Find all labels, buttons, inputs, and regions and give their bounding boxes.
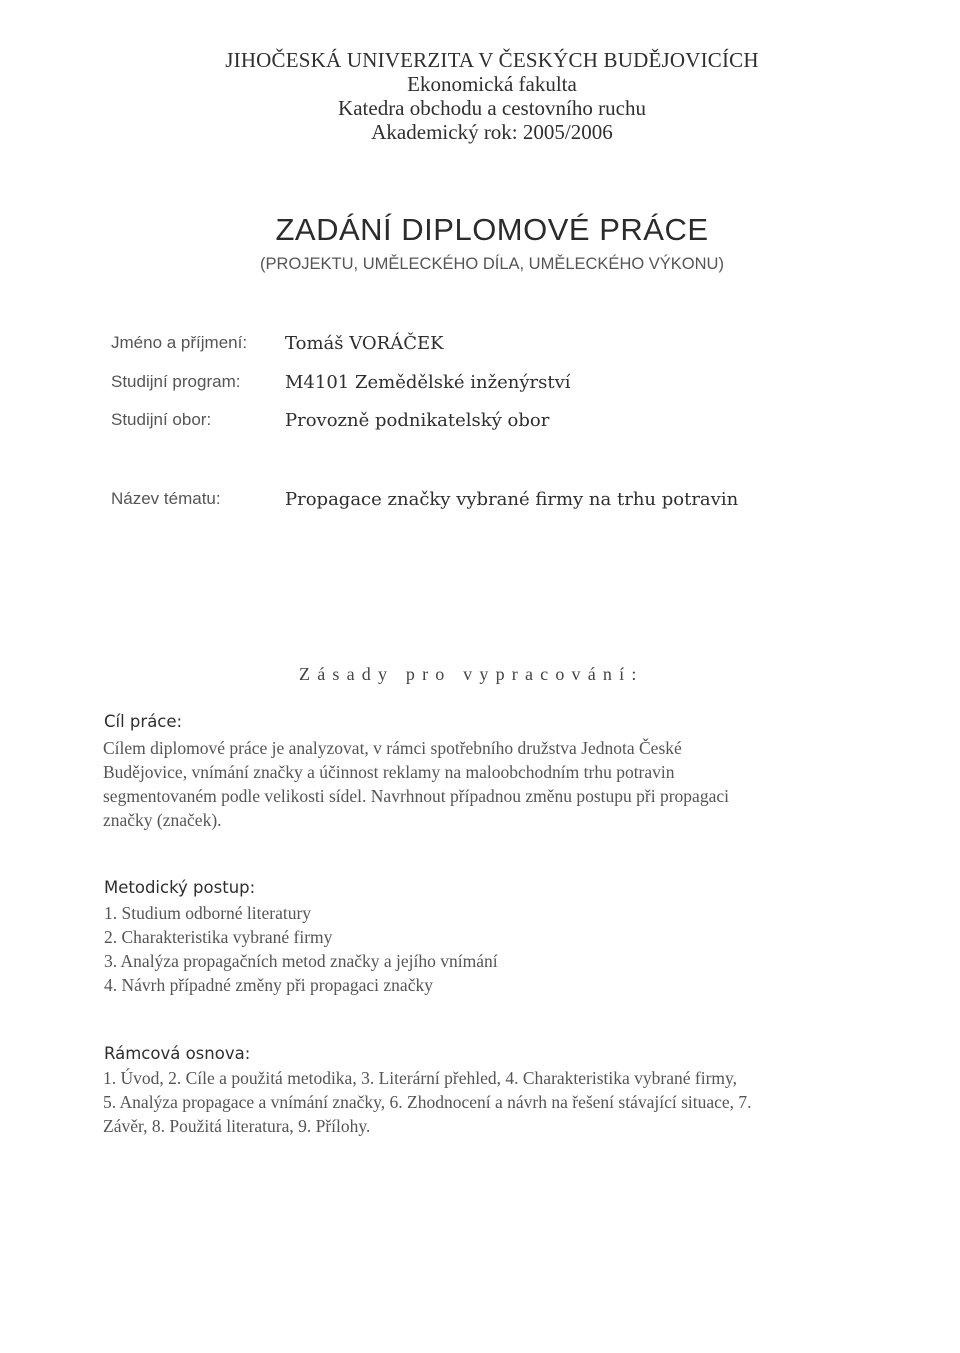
document-subtitle: (PROJEKTU, UMĚLECKÉHO DÍLA, UMĚLECKÉHO VÝKONU) — [260, 255, 724, 273]
outline-heading: Rámcová osnova: — [104, 1044, 251, 1063]
method-item: 2. Charakteristika vybrané firmy — [104, 927, 333, 947]
study-field-value: Provozně podnikatelský obor — [285, 410, 550, 431]
student-name-value: Tomáš VORÁČEK — [285, 333, 444, 354]
goal-line: Budějovice, vnímání značky a účinnost reklamy na maloobchodním trhu potravin — [103, 762, 675, 782]
faculty-name: Ekonomická fakulta — [407, 72, 577, 96]
department-name: Katedra obchodu a cestovního ruchu — [338, 96, 646, 120]
method-heading: Metodický postup: — [104, 878, 256, 897]
goal-line: značky (značek). — [103, 810, 222, 830]
topic-value: Propagace značky vybrané firmy na trhu potravin — [285, 489, 739, 510]
university-name: JIHOČESKÁ UNIVERZITA V ČESKÝCH BUDĚJOVICÍCH — [225, 48, 759, 72]
goal-line: Cílem diplomové práce je analyzovat, v rámci spotřebního družstva Jednota České — [103, 738, 682, 758]
goal-heading: Cíl práce: — [104, 712, 183, 731]
student-name-label: Jméno a příjmení: — [111, 333, 248, 352]
document-title: ZADÁNÍ DIPLOMOVÉ PRÁCE — [275, 212, 709, 247]
method-item: 3. Analýza propagačních metod značky a jejího vnímání — [104, 951, 498, 971]
method-item: 1. Studium odborné literatury — [104, 903, 312, 923]
outline-line: 5. Analýza propagace a vnímání značky, 6. Zhodnocení a návrh na řešení stávající situace, 7. — [103, 1092, 752, 1112]
goal-line: segmentovaném podle velikosti sídel. Navrhnout případnou změnu postupu při propagaci — [103, 786, 729, 806]
academic-year: Akademický rok: 2005/2006 — [371, 120, 613, 144]
study-field-label: Studijní obor: — [111, 410, 212, 429]
principles-heading: Zásady pro vypracování: — [299, 664, 644, 684]
document-header — [0, 48, 960, 144]
method-item: 4. Návrh případné změny při propagaci značky — [104, 975, 433, 995]
topic-label: Název tématu: — [111, 489, 221, 508]
study-program-label: Studijní program: — [111, 372, 241, 391]
study-program-value: M4101 Zemědělské inženýrství — [285, 372, 571, 393]
outline-line: Závěr, 8. Použitá literatura, 9. Přílohy. — [103, 1116, 371, 1136]
outline-line: 1. Úvod, 2. Cíle a použitá metodika, 3. Literární přehled, 4. Charakteristika vybrané firmy, — [103, 1068, 738, 1088]
